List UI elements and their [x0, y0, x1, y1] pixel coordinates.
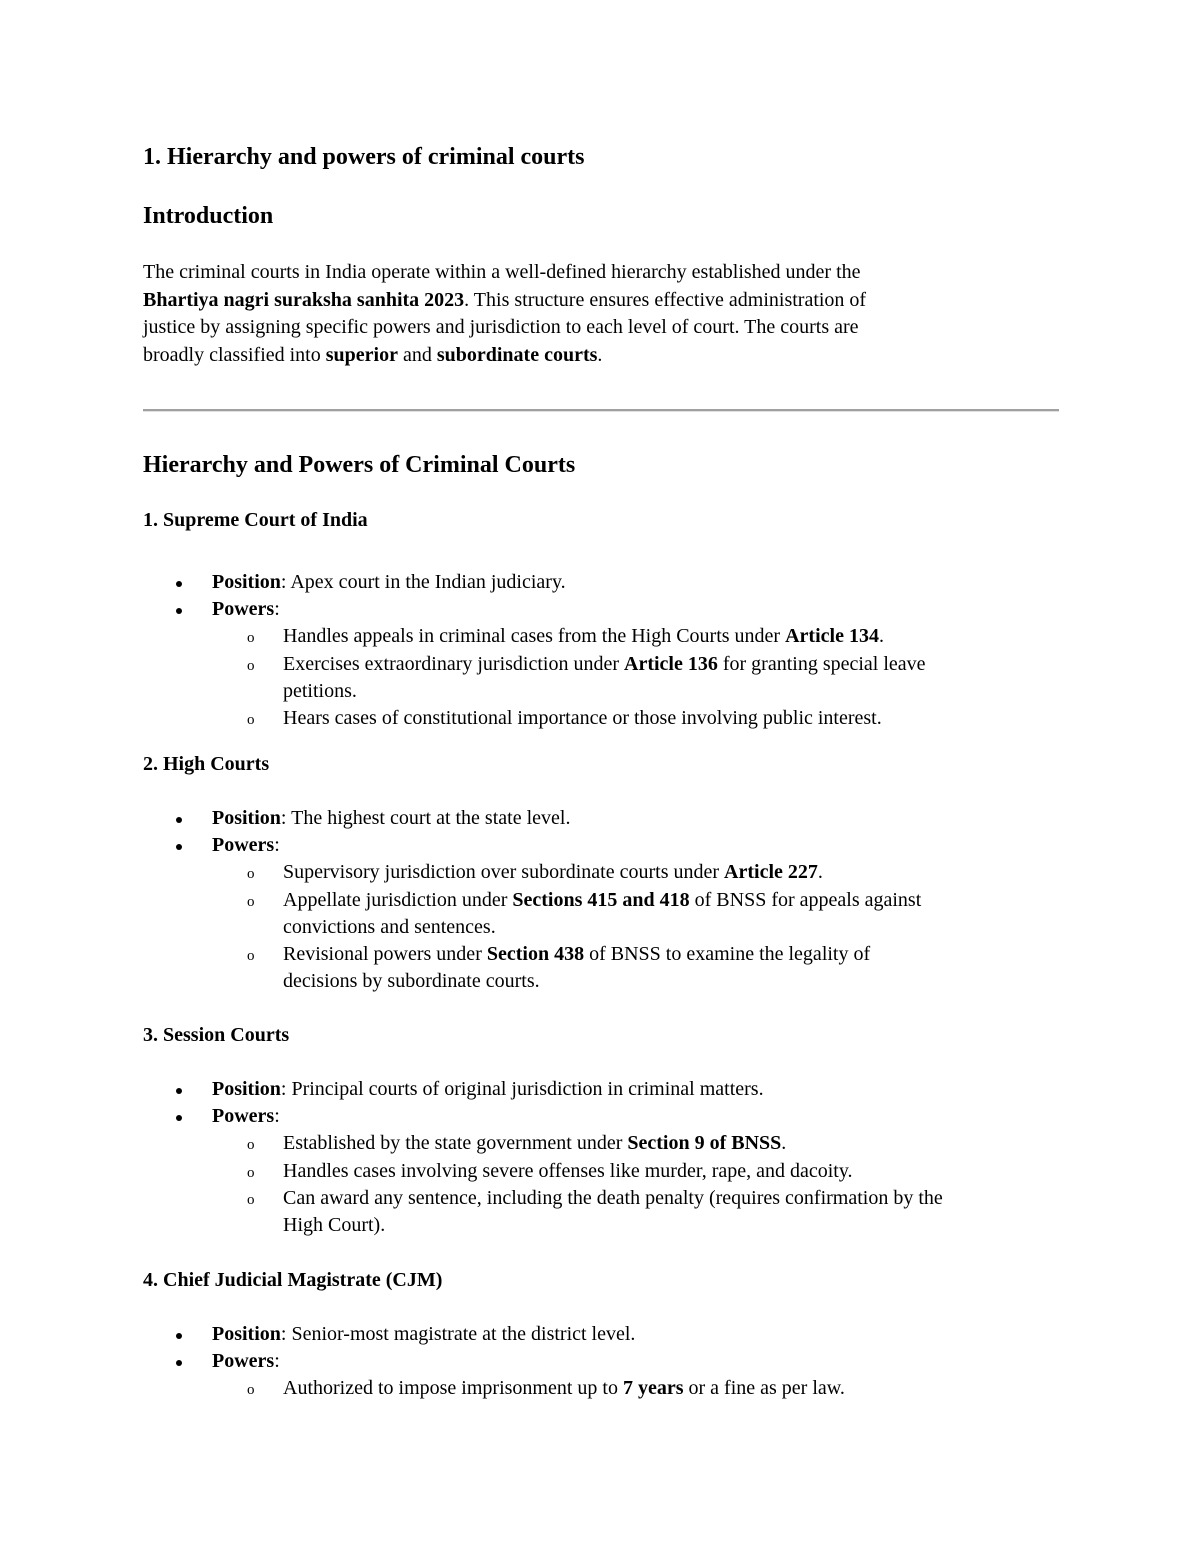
bullet-icon [176, 581, 182, 587]
list-item: Position: Principal courts of original jurisdiction in criminal matters. [143, 1076, 1063, 1103]
list-item: o Established by the state government under Section 9 of BNSS. [247, 1132, 787, 1155]
list-item: o Exercises extraordinary jurisdiction under Article 136 for granting special leave petitions. [247, 652, 926, 702]
intro-line-4: broadly classified into superior and subordinate courts. [143, 343, 603, 366]
intro-line-2: Bhartiya nagri suraksha sanhita 2023. This structure ensures effective administration of [143, 288, 867, 311]
list-item: Position: Apex court in the Indian judiciary. [143, 569, 1063, 596]
bullet-icon [176, 844, 182, 850]
introduction-paragraph [143, 259, 1043, 369]
introduction-heading: Introduction [143, 203, 274, 229]
supreme-court-bullets [143, 569, 1063, 623]
list-item: o Supervisory jurisdiction over subordinate courts under Article 227. [247, 861, 823, 884]
intro-line-1: The criminal courts in India operate within a well-defined hierarchy established under the [143, 261, 861, 283]
high-courts-section [143, 751, 1063, 995]
document-title: 1. Hierarchy and powers of criminal courts [143, 144, 585, 170]
circle-bullet-icon: o [247, 948, 255, 965]
high-courts-title: 2. High Courts [143, 753, 270, 775]
session-courts-bullets [143, 1076, 1063, 1130]
circle-bullet-icon: o [247, 1164, 255, 1181]
bullet-icon [176, 1115, 182, 1121]
list-item: Powers: [143, 596, 1063, 623]
supreme-court-section [143, 507, 1063, 732]
high-courts-powers [143, 859, 1063, 995]
list-item: o Handles cases involving severe offenses like murder, rape, and dacoity. [247, 1159, 853, 1182]
list-item: Powers: [143, 1348, 1063, 1375]
act-name: Bhartiya nagri suraksha sanhita 2023 [143, 288, 465, 311]
section-heading: Hierarchy and Powers of Criminal Courts [143, 452, 576, 478]
supreme-court-powers [143, 623, 1063, 732]
circle-bullet-icon: o [247, 712, 255, 729]
cjm-powers [143, 1375, 1063, 1402]
circle-bullet-icon: o [247, 893, 255, 910]
supreme-court-title: 1. Supreme Court of India [143, 509, 368, 531]
bullet-icon [176, 1333, 182, 1339]
circle-bullet-icon: o [247, 1382, 255, 1399]
bullet-icon [176, 608, 182, 614]
list-item: o Handles appeals in criminal cases from the High Courts under Article 134. [247, 625, 884, 648]
list-item: Position: Senior-most magistrate at the district level. [143, 1321, 1063, 1348]
cjm-title: 4. Chief Judicial Magistrate (CJM) [143, 1269, 443, 1291]
list-item: Powers: [143, 832, 1063, 859]
list-item: o Appellate jurisdiction under Sections 415 and 418 of BNSS for appeals against convictions and sentences. [247, 888, 922, 938]
session-courts-powers [143, 1130, 1063, 1239]
cjm-section [143, 1267, 1063, 1403]
circle-bullet-icon: o [247, 1137, 255, 1154]
horizontal-divider [143, 409, 1059, 412]
cjm-bullets [143, 1321, 1063, 1375]
circle-bullet-icon: o [247, 630, 255, 647]
list-item: o Hears cases of constitutional importance or those involving public interest. [247, 707, 882, 730]
intro-line-3: justice by assigning specific powers and jurisdiction to each level of court. The courts are [143, 316, 859, 338]
list-item: Powers: [143, 1103, 1063, 1130]
session-courts-title: 3. Session Courts [143, 1024, 290, 1046]
circle-bullet-icon: o [247, 866, 255, 883]
bullet-icon [176, 1088, 182, 1094]
circle-bullet-icon: o [247, 657, 255, 674]
list-item: Position: The highest court at the state level. [143, 805, 1063, 832]
session-courts-section [143, 1022, 1063, 1239]
bullet-icon [176, 1360, 182, 1366]
list-item: o Authorized to impose imprisonment up to 7 years or a fine as per law. [247, 1377, 845, 1400]
list-item: o Revisional powers under Section 438 of BNSS to examine the legality of decisions by subordinate courts. [247, 943, 871, 993]
list-item: o Can award any sentence, including the death penalty (requires confirmation by the High Court). [247, 1186, 943, 1237]
circle-bullet-icon: o [247, 1191, 255, 1208]
bullet-icon [176, 817, 182, 823]
high-courts-bullets [143, 805, 1063, 859]
